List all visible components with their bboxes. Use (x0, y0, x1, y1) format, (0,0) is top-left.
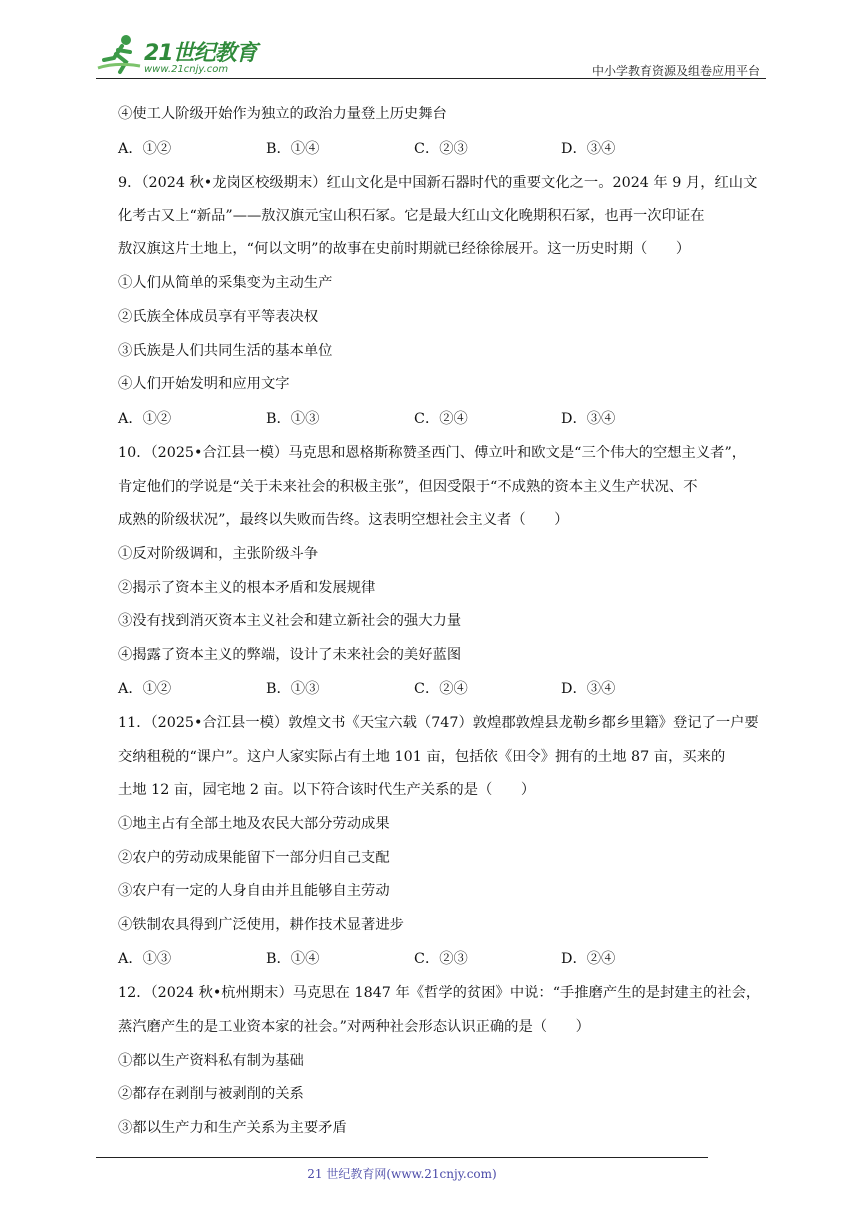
q11-options (118, 949, 678, 969)
option-d: D．②④ (561, 951, 616, 967)
q9-stem-line-2: 化考古又上“新品”——敖汉旗元宝山积石冢。它是最大红山文化晚期积石冢，也再一次印证在 (118, 208, 705, 224)
q9-stem-line-3: 敖汉旗这片土地上，“何以文明”的故事在史前时期就已经徐徐展开。这一历史时期（ ） (118, 241, 691, 257)
q10-item-1: ①反对阶级调和，主张阶级斗争 (118, 546, 319, 562)
option-c: C．②③ (414, 951, 468, 967)
q9-item-2: ②氏族全体成员享有平等表决权 (118, 309, 319, 325)
q9-options (118, 409, 678, 429)
option-c: C．②④ (414, 411, 468, 427)
header-platform-name: 中小学教育资源及组卷应用平台 (591, 64, 760, 78)
q9-stem-line-1: 9．（2024 秋•龙岗区校级期末）红山文化是中国新石器时代的重要文化之一。2024 年 9 月，红山文 (118, 175, 758, 191)
prev-item-4: ④使工人阶级开始作为独立的政治力量登上历史舞台 (118, 106, 447, 122)
q9-item-4: ④人们开始发明和应用文字 (118, 376, 290, 392)
logo-url: www.21cnjy.com (144, 64, 229, 75)
option-a: A．①② (118, 141, 172, 157)
q12-stem-line-2: 蒸汽磨产生的是工业资本家的社会。”对两种社会形态认识正确的是（ ） (118, 1019, 590, 1035)
option-b: B．①③ (266, 681, 320, 697)
q12-item-1: ①都以生产资料私有制为基础 (118, 1053, 304, 1069)
q11-stem-line-2: 交纳租税的“课户”。这户人家实际占有土地 101 亩，包括依《田令》拥有的土地 87 亩，买来的 (118, 749, 726, 765)
q11-item-4: ④铁制农具得到广泛使用，耕作技术显著进步 (118, 917, 404, 933)
q11-stem-line-1: 11．（2025•合江县一模）敦煌文书《天宝六载（747）敦煌郡敦煌县龙勒乡都乡里籍》登记了一户要 (118, 715, 759, 731)
option-b: B．①④ (266, 951, 320, 967)
q10-item-3: ③没有找到消灭资本主义社会和建立新社会的强大力量 (118, 613, 462, 629)
q10-item-2: ②揭示了资本主义的根本矛盾和发展规律 (118, 580, 376, 596)
q10-stem-line-2: 肯定他们的学说是“关于未来社会的积极主张”，但因受限于“不成熟的资本主义生产状况、不 (118, 479, 698, 495)
q12-item-2: ②都存在剥削与被剥削的关系 (118, 1086, 304, 1102)
option-a: A．①② (118, 681, 172, 697)
q10-stem-line-1: 10．（2025•合江县一模）马克思和恩格斯称赞圣西门、傅立叶和欧文是“三个伟大的空想主义者”， (118, 445, 747, 461)
q11-item-2: ②农户的劳动成果能留下一部分归自己支配 (118, 850, 390, 866)
option-d: D．③④ (561, 411, 616, 427)
q11-item-1: ①地主占有全部土地及农民大部分劳动成果 (118, 816, 390, 832)
q11-item-3: ③农户有一定的人身自由并且能够自主劳动 (118, 883, 390, 899)
q9-item-3: ③氏族是人们共同生活的基本单位 (118, 343, 333, 359)
q12-stem-line-1: 12．（2024 秋•杭州期末）马克思在 1847 年《哲学的贫困》中说：“手推磨产生的是封建主的社会， (118, 985, 761, 1001)
option-a: A．①③ (118, 951, 172, 967)
option-b: B．①③ (266, 411, 320, 427)
q10-stem-line-3: 成熟的阶级状况”，最终以失败而告终。这表明空想社会主义者（ ） (118, 512, 569, 528)
page-footer: 21 世纪教育网(www.21cnjy.com) (307, 1167, 497, 1181)
option-d: D．③④ (561, 141, 616, 157)
prev-options (118, 139, 678, 159)
q10-item-4: ④揭露了资本主义的弊端，设计了未来社会的美好蓝图 (118, 647, 462, 663)
option-c: C．②③ (414, 141, 468, 157)
q12-item-3: ③都以生产力和生产关系为主要矛盾 (118, 1120, 347, 1136)
q10-options (118, 679, 678, 699)
logo-text: 21世纪教育 (144, 41, 257, 66)
option-c: C．②④ (414, 681, 468, 697)
q11-stem-line-3: 土地 12 亩，园宅地 2 亩。以下符合该时代生产关系的是（ ） (118, 782, 536, 798)
option-b: B．①④ (266, 141, 320, 157)
q9-item-1: ①人们从简单的采集变为主动生产 (118, 275, 333, 291)
option-a: A．①② (118, 411, 172, 427)
footer-divider (96, 1157, 708, 1158)
option-d: D．③④ (561, 681, 616, 697)
